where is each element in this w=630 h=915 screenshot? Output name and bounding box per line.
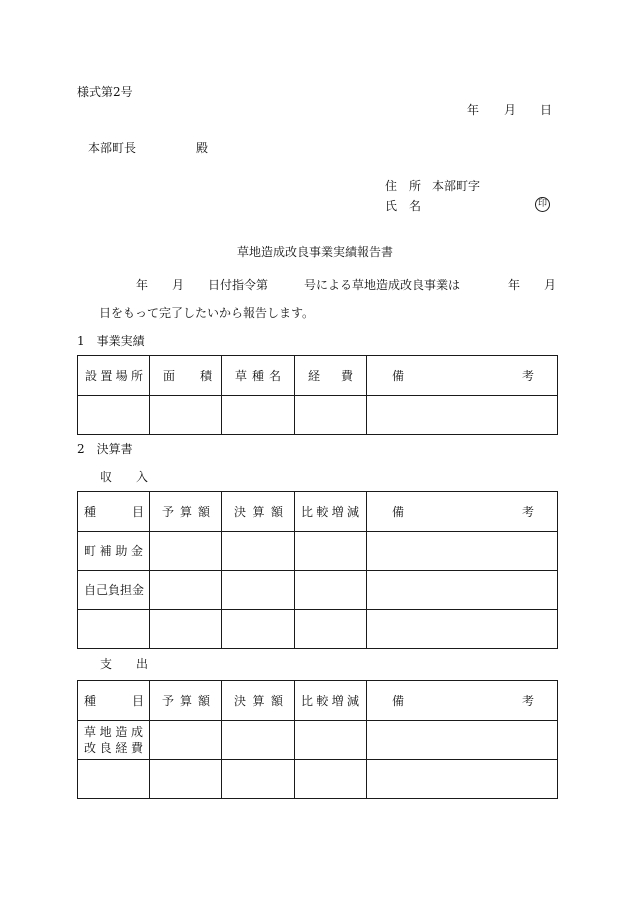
table-cell	[150, 571, 222, 610]
header-cell	[78, 356, 150, 396]
header-cell	[222, 492, 295, 532]
table-cell	[367, 610, 558, 649]
form-number: 様式第2号	[77, 85, 133, 99]
section1-heading: 1 事業実績	[77, 334, 145, 348]
table-cell	[78, 721, 150, 760]
table-header-row	[78, 681, 558, 721]
table-cell	[367, 721, 558, 760]
table-header-row	[78, 356, 558, 396]
header-cell	[222, 681, 295, 721]
income-table	[77, 491, 558, 649]
table-cell	[367, 532, 558, 571]
table-cell	[150, 610, 222, 649]
table-cell	[222, 571, 295, 610]
header-cell	[150, 681, 222, 721]
header-remarks: 備考	[392, 693, 534, 708]
header-cell	[150, 492, 222, 532]
header-cell	[367, 492, 558, 532]
header-grass-species: 草種名	[235, 368, 281, 383]
header-difference: 比較増減	[301, 504, 359, 519]
table-cell	[295, 571, 367, 610]
header-cell	[78, 492, 150, 532]
header-cell	[222, 356, 295, 396]
table-row	[78, 721, 558, 760]
body-line-1: 年 月 日付指令第 号による草地造成改良事業は 年 月	[136, 278, 557, 292]
header-area: 面積	[163, 368, 212, 383]
header-cost: 経費	[308, 368, 353, 383]
table-row	[78, 760, 558, 799]
table-cell	[367, 760, 558, 799]
table-cell	[222, 532, 295, 571]
table-cell	[222, 610, 295, 649]
header-cell	[150, 356, 222, 396]
table-cell	[222, 721, 295, 760]
table-cell	[367, 571, 558, 610]
header-budget: 予算額	[162, 693, 210, 708]
header-settlement: 決算額	[234, 693, 283, 708]
table-row	[78, 396, 558, 435]
table-cell	[78, 571, 150, 610]
date-year-label: 年	[467, 103, 480, 117]
table-cell	[295, 396, 367, 435]
table-cell	[150, 760, 222, 799]
expenditure-item-line-2: 改良経費	[84, 741, 143, 755]
table-cell	[78, 760, 150, 799]
table-cell	[78, 396, 150, 435]
table-row	[78, 571, 558, 610]
table-cell	[150, 532, 222, 571]
header-settlement: 決算額	[234, 504, 283, 519]
header-cell	[295, 492, 367, 532]
expenditure-table	[77, 680, 558, 799]
table-cell	[295, 760, 367, 799]
table-cell	[367, 396, 558, 435]
table-cell	[295, 721, 367, 760]
date-month-label: 月	[504, 103, 517, 117]
header-budget: 予算額	[162, 504, 210, 519]
expenditure-heading: 支 出	[100, 657, 149, 671]
table-cell	[222, 396, 295, 435]
header-item: 種目	[84, 504, 144, 519]
expenditure-item-line-1: 草地造成	[84, 725, 143, 739]
table-row	[78, 610, 558, 649]
header-item: 種目	[84, 693, 144, 708]
table-row	[78, 532, 558, 571]
body-line-2: 日をもって完了したいから報告します。	[99, 306, 315, 320]
income-item-label: 自己負担金	[84, 583, 145, 597]
header-cell	[295, 681, 367, 721]
seal-mark: 印	[535, 197, 550, 212]
header-location: 設置場所	[85, 368, 143, 383]
address-label: 住 所	[385, 179, 422, 193]
header-cell	[78, 681, 150, 721]
income-heading: 収 入	[100, 470, 149, 484]
address-value: 本部町字	[432, 179, 481, 193]
addressee-honorific: 殿	[196, 141, 209, 155]
date-day-label: 日	[540, 103, 553, 117]
section2-heading: 2 決算書	[77, 442, 133, 456]
income-item-label: 町補助金	[84, 544, 143, 558]
header-difference: 比較増減	[301, 693, 359, 708]
header-cell	[295, 356, 367, 396]
table-cell	[78, 610, 150, 649]
header-cell	[367, 356, 558, 396]
document-title: 草地造成改良事業実績報告書	[236, 245, 393, 259]
table-header-row	[78, 492, 558, 532]
header-remarks: 備考	[392, 504, 534, 519]
addressee-name: 本部町長	[88, 141, 137, 155]
name-label: 氏 名	[385, 199, 422, 213]
table-cell	[78, 532, 150, 571]
table-cell	[295, 610, 367, 649]
table-cell	[222, 760, 295, 799]
table-cell	[295, 532, 367, 571]
header-remarks: 備考	[392, 368, 534, 383]
table-cell	[150, 721, 222, 760]
header-cell	[367, 681, 558, 721]
results-table	[77, 355, 558, 435]
table-cell	[150, 396, 222, 435]
